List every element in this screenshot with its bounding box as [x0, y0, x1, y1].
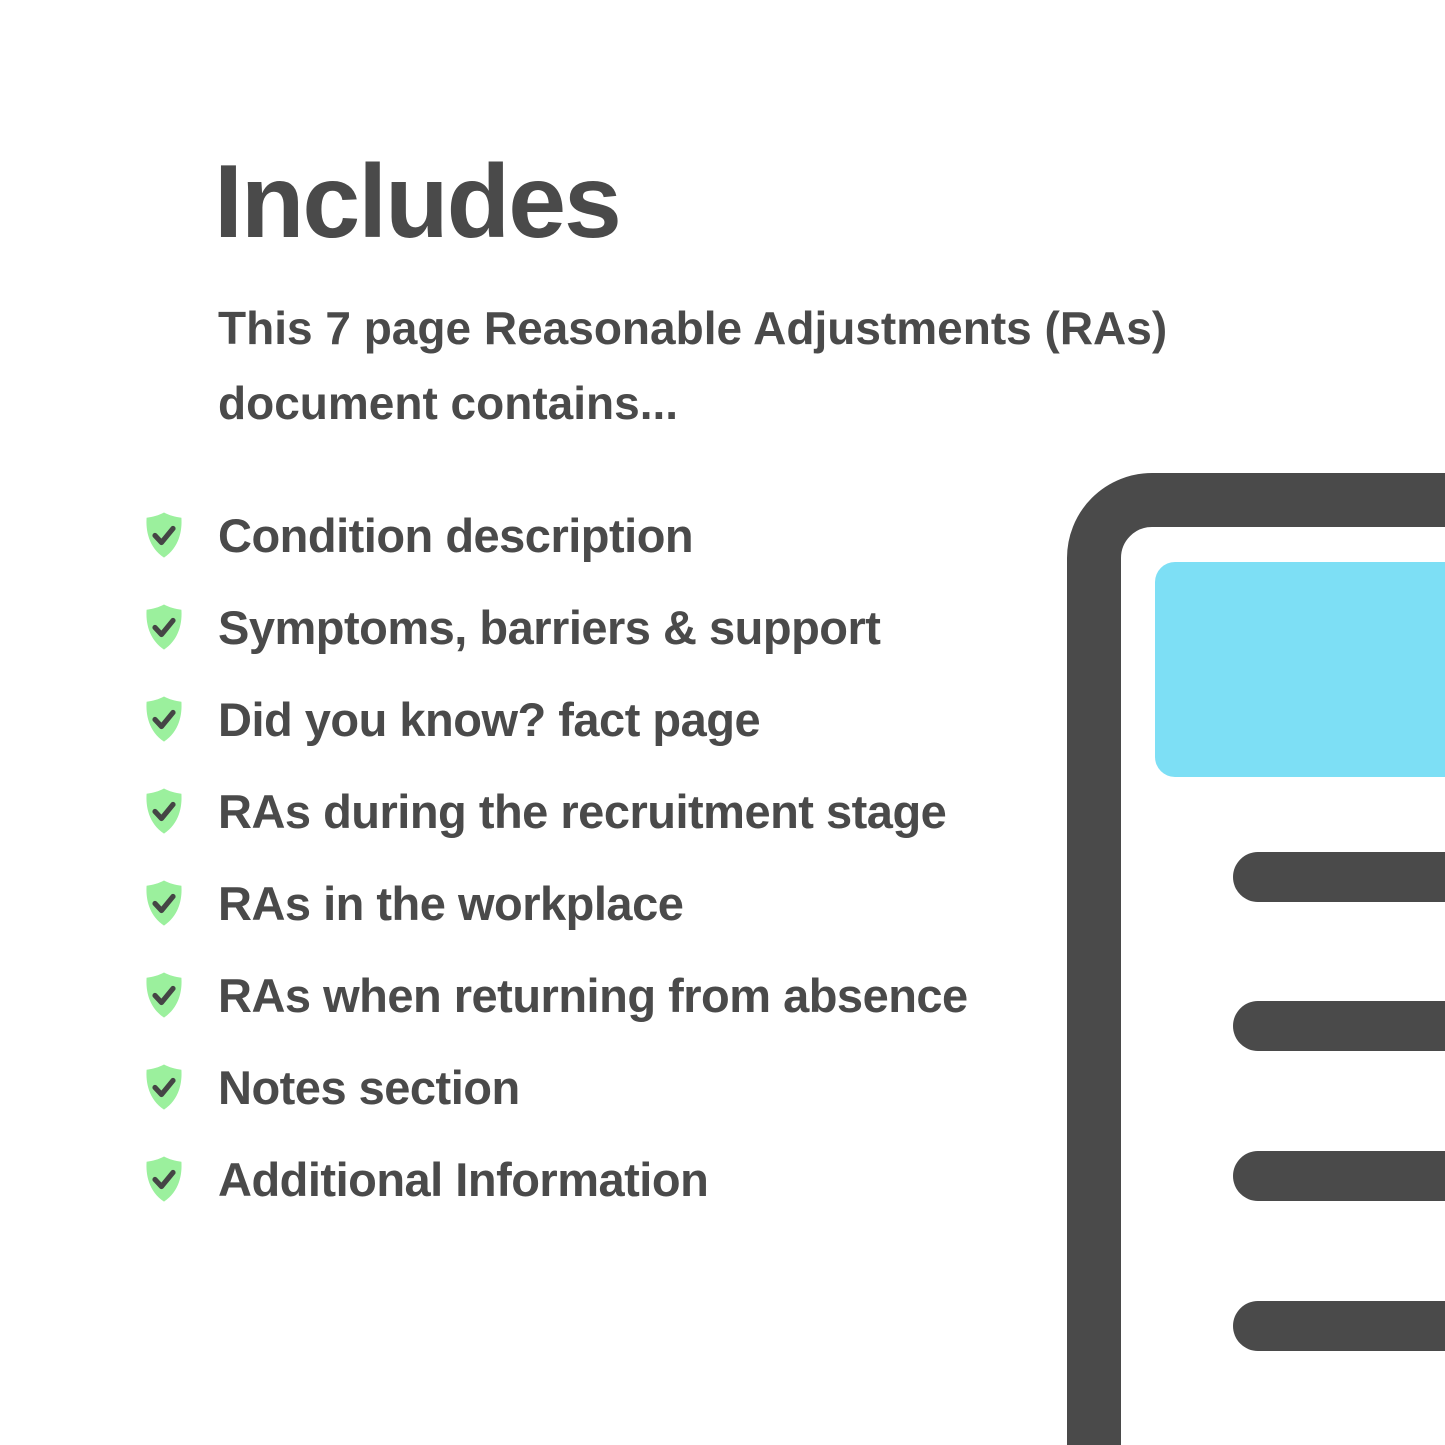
- document-text-line: [1233, 1151, 1445, 1201]
- shield-check-icon: [143, 787, 185, 835]
- document-text-line: [1233, 852, 1445, 902]
- page-subtitle: [218, 291, 1167, 441]
- list-item: [143, 692, 968, 746]
- shield-check-icon: [143, 1155, 185, 1203]
- list-item-label: Condition description: [218, 508, 694, 562]
- list-item-label: Additional Information: [218, 1152, 709, 1206]
- shield-check-icon: [143, 603, 185, 651]
- subtitle-line-2: document contains...: [218, 377, 679, 429]
- shield-check-icon: [143, 971, 185, 1019]
- list-item: [143, 784, 968, 838]
- list-item-label: RAs when returning from absence: [218, 968, 968, 1022]
- list-item-label: RAs during the recruitment stage: [218, 784, 947, 838]
- list-item-label: Did you know? fact page: [218, 692, 761, 746]
- page-title: Includes: [214, 144, 620, 260]
- document-text-line: [1233, 1001, 1445, 1051]
- shield-check-icon: [143, 879, 185, 927]
- document-text-line: [1233, 1301, 1445, 1351]
- list-item: [143, 968, 968, 1022]
- list-item-label: Notes section: [218, 1060, 520, 1114]
- list-item: [143, 508, 968, 562]
- list-item-label: RAs in the workplace: [218, 876, 684, 930]
- list-item: [143, 1152, 968, 1206]
- shield-check-icon: [143, 511, 185, 559]
- checklist: [143, 508, 968, 1247]
- list-item: [143, 600, 968, 654]
- list-item: [143, 876, 968, 930]
- subtitle-line-1: This 7 page Reasonable Adjustments (RAs): [218, 302, 1168, 354]
- shield-check-icon: [143, 1063, 185, 1111]
- list-item: [143, 1060, 968, 1114]
- document-image-placeholder: [1155, 562, 1445, 777]
- list-item-label: Symptoms, barriers & support: [218, 600, 881, 654]
- shield-check-icon: [143, 695, 185, 743]
